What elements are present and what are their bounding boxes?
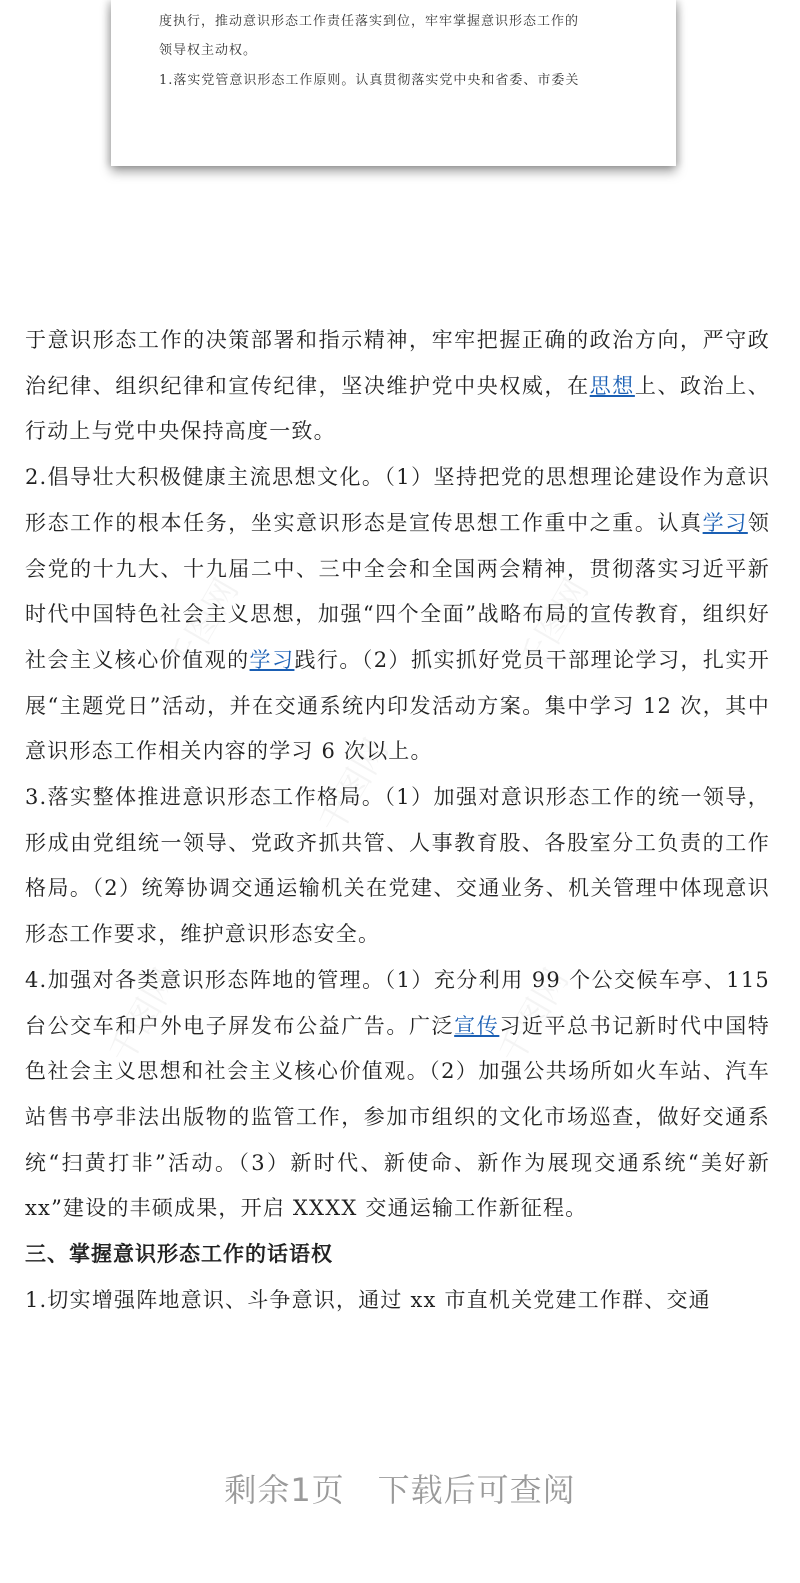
preview-line-2: 领导权主动权。 [159, 43, 258, 58]
paragraph-text: 4.加强对各类意识形态阵地的管理。（1）充分利用 99 个公交候车亭、115 台公交车和户外电子屏发布公益广告。广泛 [25, 967, 770, 1038]
paragraph-text: 践行。（2）抓实抓好党员干部理论学习，扎实开展“主题党日”活动，并在交通系统内印发活动方案。集中学习 12 次，其中意识形态工作相关内容的学习 6 次以上。 [25, 647, 770, 764]
keyword-link[interactable]: 宣传 [454, 1013, 500, 1038]
document-body [25, 318, 770, 1323]
keyword-link[interactable]: 思想 [589, 373, 635, 398]
preview-line-3: 1.落实党管意识形态工作原则。认真贯彻落实党中央和省委、市委关 [159, 73, 580, 88]
section-heading: 三、掌握意识形态工作的话语权 [25, 1242, 333, 1267]
paragraph-1 [25, 318, 770, 455]
paragraph-text: 上、政治上、行动上与党中央保持高度一致。 [25, 373, 771, 444]
preview-line-1: 度执行，推动意识形态工作责任落实到位，牢牢掌握意识形态工作的 [159, 14, 580, 29]
paragraph-text: 领会党的十九大、十九届二中、三中全会和全国两会精神，贯彻落实习近平新时代中国特色社会主义思想，加强“四个全面”战略布局的宣传教育，组织好社会主义核心价值观的 [25, 510, 771, 672]
paragraph-2 [25, 455, 770, 775]
paragraph-4 [25, 958, 770, 1232]
page-preview-card [111, 0, 676, 166]
paragraph-text: 习近平总书记新时代中国特色社会主义思想和社会主义核心价值观。（2）加强公共场所如火车站、汽车站售书亭非法出版物的监管工作，参加市组织的文化市场巡查，做好交通系统“扫黄打非”活动。（3）新时代、新使命、新作为展现交通系统“美好新 xx”建设的丰硕成果，开启 XXXX 交通运输工作新征程。 [25, 1013, 770, 1221]
download-banner[interactable]: 剩余1页 下载后可查阅 [224, 1471, 576, 1509]
paragraph-text: 于意识形态工作的决策部署和指示精神，牢牢把握正确的政治方向，严守政治纪律、组织纪律和宣传纪律，坚决维护党中央权威，在 [25, 328, 770, 398]
paragraph-text: 2.倡导壮大积极健康主流思想文化。（1）坚持把党的思想理论建设作为意识形态工作的根本任务，坐实意识形态是宣传思想工作重中之重。认真 [25, 465, 770, 535]
keyword-link[interactable]: 学习 [249, 647, 295, 672]
paragraph-3: 3.落实整体推进意识形态工作格局。（1）加强对意识形态工作的统一领导，形成由党组统一领导、党政齐抓共管、人事教育股、各股室分工负责的工作格局。（2）统筹协调交通运输机关在党建、交通业务、机关管理中体现意识形态工作要求，维护意识形态安全。 [25, 785, 770, 947]
paragraph-5: 1.切实增强阵地意识、斗争意识，通过 xx 市直机关党建工作群、交通 [25, 1287, 711, 1312]
keyword-link[interactable]: 学习 [702, 510, 748, 535]
